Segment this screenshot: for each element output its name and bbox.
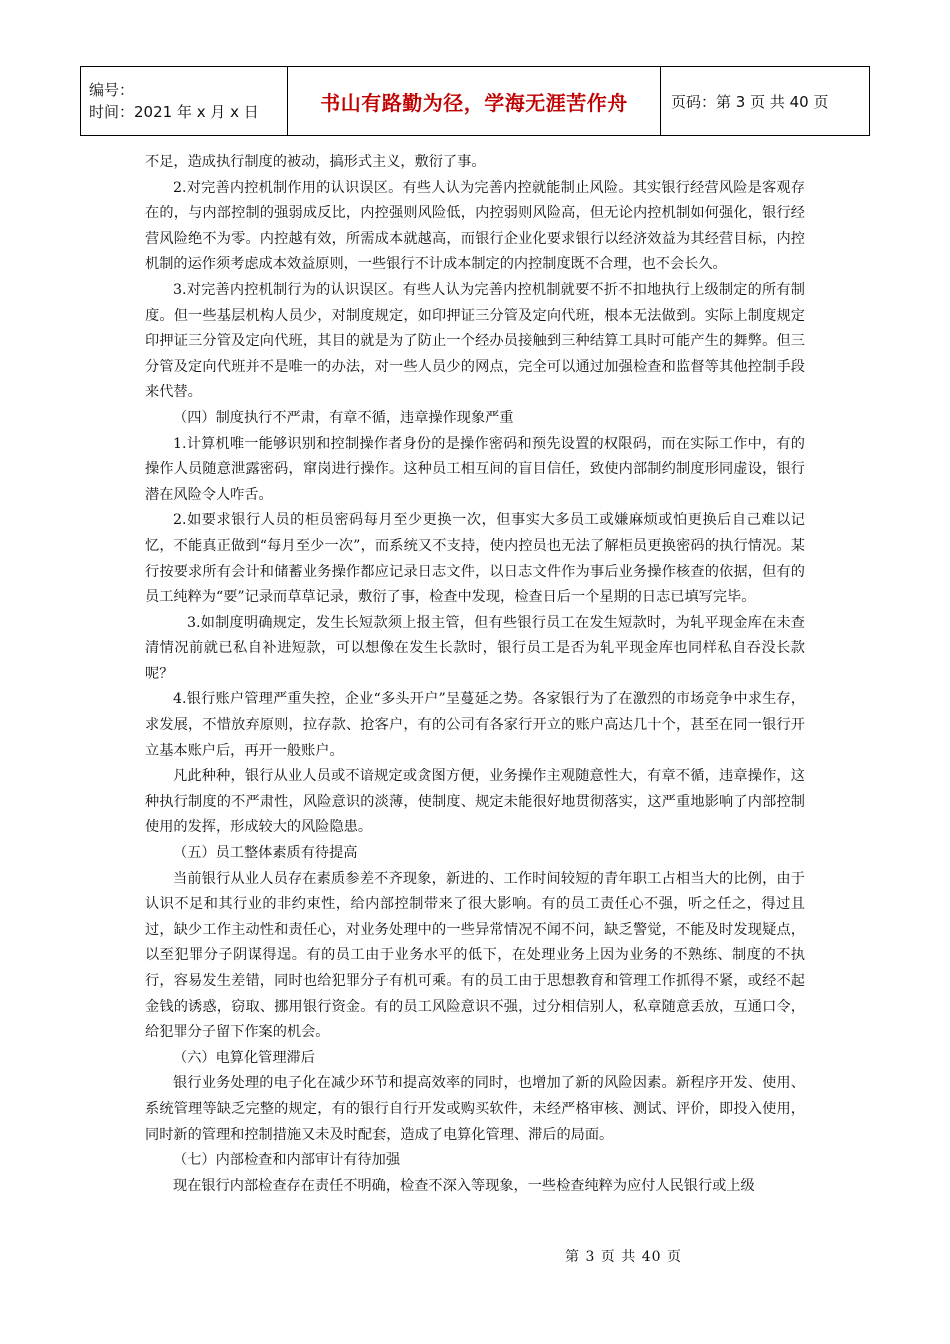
section-heading: （七）内部检查和内部审计有待加强	[173, 1152, 401, 1169]
section-heading: （六）电算化管理滞后	[173, 1049, 315, 1066]
header-page-label: 页码：第 3 页 共 40 页	[661, 67, 870, 136]
number-label: 编号：	[89, 81, 135, 99]
header-meta	[81, 67, 288, 136]
section-heading: （五）员工整体素质有待提高	[173, 845, 358, 862]
paragraph: 凡此种种，银行从业人员或不谙规定或贪图方便，业务操作主观随意性大，有章不循，违章操作，这种执行制度的不严肃性，风险意识的淡薄，使制度、规定未能很好地贯彻落实，这严重地影响了内部控制使用的发挥，形成较大的风险隐患。	[145, 768, 805, 836]
document-header	[80, 66, 870, 136]
paragraph: 1.计算机唯一能够识别和控制操作者身份的是操作密码和预先设置的权限码，而在实际工作中，有的操作人员随意泄露密码，窜岗进行操作。这种员工相互间的盲目信任，致使内部制约制度形同虚设，银行潜在风险令人咋舌。	[145, 435, 805, 503]
section-heading: （四）制度执行不严肃，有章不循，违章操作现象严重	[173, 409, 514, 426]
paragraph: 3.如制度明确规定，发生长短款须上报主管，但有些银行员工在发生短款时，为轧平现金库在未查清情况前就已私自补进短款，可以想像在发生长款时，银行员工是否为轧平现金库也同样私自吞没长款呢？	[145, 614, 805, 682]
paragraph: 现在银行内部检查存在责任不明确，检查不深入等现象，一些检查纯粹为应付人民银行或上级	[173, 1177, 755, 1194]
paragraph: 当前银行从业人员存在素质参差不齐现象，新进的、工作时间较短的青年职工占相当大的比例，由于认识不足和其行业的非约束性，给内部控制带来了很大影响。有的员工责任心不强，听之任之，得过且过，缺少工作主动性和责任心，对业务处理中的一些异常情况不闻不问，缺乏警觉，不能及时发现疑点，以至犯罪分子阴谋得逞。有的员工由于业务水平的低下，在处理业务上因为业务的不熟练、制度的不执行，容易发生差错，同时也给犯罪分子有机可乘。有的员工由于思想教育和管理工作抓得不紧，或经不起金钱的诱惑，窃取、挪用银行资金。有的员工风险意识不强，过分相信别人，私章随意丢放，互通口令，给犯罪分子留下作案的机会。	[145, 870, 805, 1041]
time-label: 时间：2021 年 x 月 x 日	[89, 103, 259, 121]
page-footer: 第 3 页 共 40 页	[565, 1249, 682, 1265]
header-motto: 书山有路勤为径，学海无涯苦作舟	[288, 67, 661, 136]
document-body	[145, 150, 805, 1199]
paragraph: 2.对完善内控机制作用的认识误区。有些人认为完善内控就能制止风险。其实银行经营风险是客观存在的，与内部控制的强弱成反比，内控强则风险低，内控弱则风险高，但无论内控机制如何强化，银行经营风险绝不为零。内控越有效，所需成本就越高，而银行企业化要求银行以经济效益为其经营目标，内控机制的运作须考虑成本效益原则，一些银行不计成本制定的内控制度既不合理，也不会长久。	[145, 179, 805, 273]
paragraph: 3.对完善内控机制行为的认识误区。有些人认为完善内控机制就要不折不扣地执行上级制定的所有制度。但一些基层机构人员少，对制度规定，如印押证三分管及定向代班，根本无法做到。实际上制度规定印押证三分管及定向代班，其目的就是为了防止一个经办员接触到三种结算工具时可能产生的舞弊。但三分管及定向代班并不是唯一的办法，对一些人员少的网点，完全可以通过加强检查和监督等其他控制手段来代替。	[145, 281, 805, 401]
paragraph: 不足，造成执行制度的被动，搞形式主义，敷衍了事。	[145, 154, 486, 170]
paragraph: 2.如要求银行人员的柜员密码每月至少更换一次，但事实大多员工或嫌麻烦或怕更换后自己难以记忆，不能真正做到“每月至少一次”，而系统又不支持，使内控员也无法了解柜员更换密码的执行情况。某行按要求所有会计和储蓄业务操作都应记录日志文件，以日志文件作为事后业务操作核查的依据，但有的员工纯粹为“要”记录而草草记录，敷衍了事，检查中发现，检查日后一个星期的日志已填写完毕。	[145, 512, 805, 606]
paragraph: 4.银行账户管理严重失控，企业“多头开户”呈蔓延之势。各家银行为了在激烈的市场竞争中求生存，求发展，不惜放弃原则，拉存款、抢客户，有的公司有各家行开立的账户高达几十个，甚至在同一银行开立基本账户后，再开一般账户。	[145, 691, 805, 759]
paragraph: 银行业务处理的电子化在减少环节和提高效率的同时，也增加了新的风险因素。新程序开发、使用、系统管理等缺乏完整的规定，有的银行自行开发或购买软件，未经严格审核、测试、评价，即投入使用，同时新的管理和控制措施又未及时配套，造成了电算化管理、滞后的局面。	[145, 1075, 805, 1143]
